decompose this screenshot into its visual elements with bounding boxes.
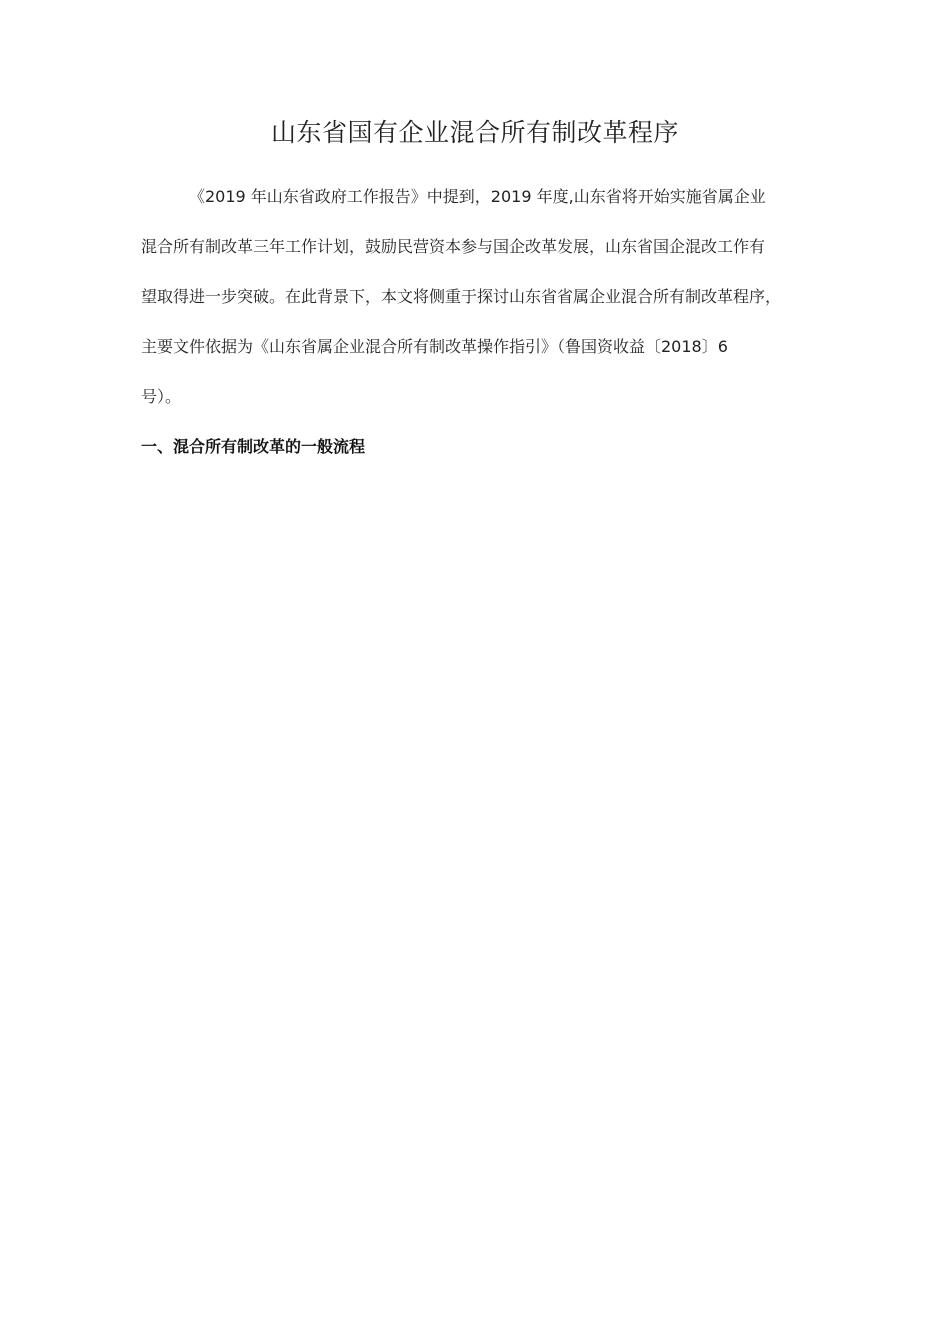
paragraph-line-2: 混合所有制改革三年工作计划，鼓励民营资本参与国企改革发展，山东省国企混改工作有 [141,237,766,256]
document-title: 山东省国有企业混合所有制改革程序 [270,118,679,147]
paragraph-line-4: 主要文件依据为《山东省属企业混合所有制改革操作指引》（鲁国资收益〔2018〕6 [141,337,728,356]
section-heading: 一、混合所有制改革的一般流程 [141,437,366,456]
paragraph-line-5: 号）。 [141,387,182,406]
paragraph-line-1: 《2019 年山东省政府工作报告》中提到，2019 年度,山东省将开始实施省属企业 [189,187,766,206]
paragraph-line-3: 望取得进一步突破。在此背景下，本文将侧重于探讨山东省省属企业混合所有制改革程序， [141,287,782,306]
